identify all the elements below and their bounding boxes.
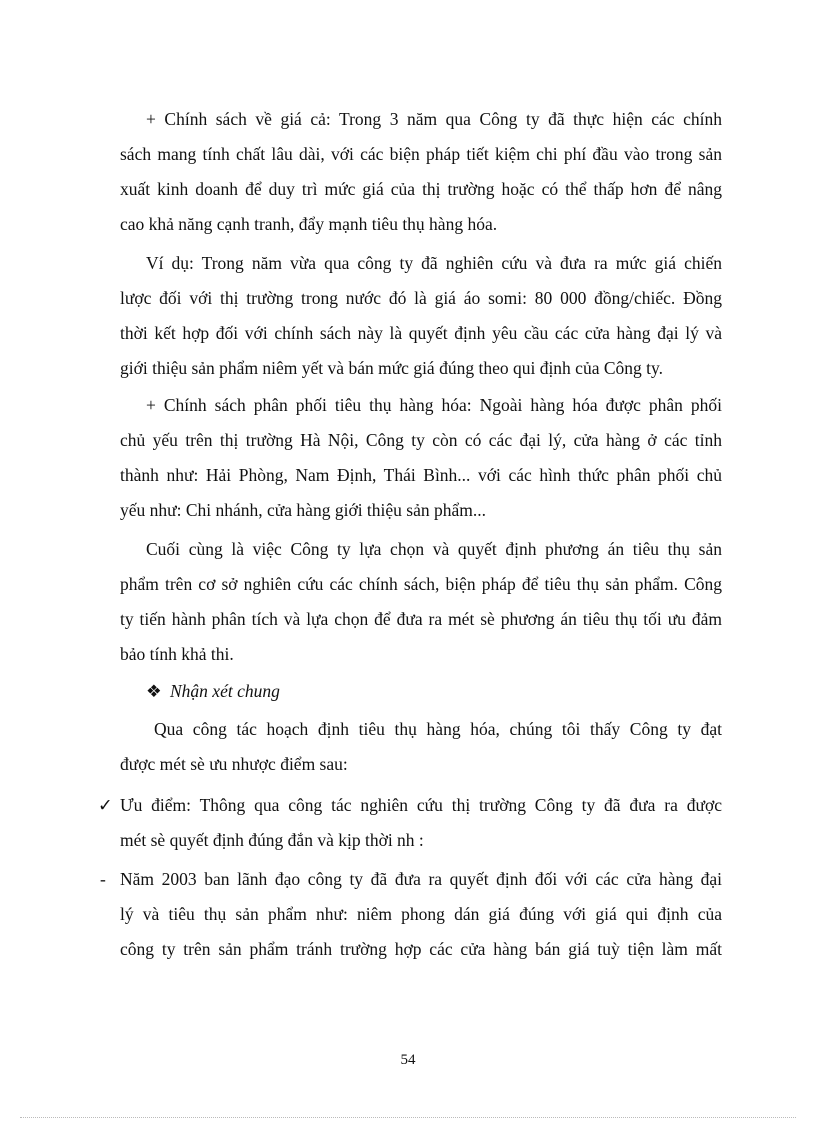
footer-divider xyxy=(20,1117,796,1118)
text-line: + Chính sách về giá cả: Trong 3 năm qua Công ty đã thực hiện các chính xyxy=(146,109,722,129)
text-line: công ty trên sản phẩm tránh trường hợp các cửa hàng bán giá tuỳ tiện làm mất xyxy=(120,939,722,959)
text-line: phẩm trên cơ sở nghiên cứu các chính sách, biện pháp để tiêu thụ sản phẩm. Công xyxy=(120,574,722,594)
text-line: thời kết hợp đối với chính sách này là quyết định yêu cầu các cửa hàng đại lý và xyxy=(120,323,722,343)
checkmark-icon: ✓ xyxy=(98,795,113,815)
text-line: giới thiệu sản phẩm niêm yết và bán mức giá đúng theo qui định của Công ty. xyxy=(120,358,663,378)
text-line: ty tiến hành phân tích và lựa chọn để đưa ra mét sè phương án tiêu thụ tối ưu đảm xyxy=(120,609,722,629)
text-line: xuất kinh doanh để duy trì mức giá của thị trường hoặc có thể thấp hơn để nâng xyxy=(120,179,722,199)
text-line: Ưu điểm: Thông qua công tác nghiên cứu thị trường Công ty đã đưa ra được xyxy=(120,795,722,815)
text-line: lược đối với thị trường trong nước đó là giá áo somi: 80 000 đồng/chiếc. Đồng xyxy=(120,288,722,308)
section-heading-text: Nhận xét chung xyxy=(170,681,280,701)
text-line: yếu như: Chi nhánh, cửa hàng giới thiệu sản phẩm... xyxy=(120,500,487,520)
text-line: Ví dụ: Trong năm vừa qua công ty đã nghiên cứu và đưa ra mức giá chiến xyxy=(146,253,722,273)
text-line: bảo tính khả thi. xyxy=(120,644,234,664)
paragraph-distribution-policy xyxy=(120,388,722,528)
text-line: Năm 2003 ban lãnh đạo công ty đã đưa ra quyết định đối với các cửa hàng đại xyxy=(120,869,722,889)
paragraph-selection xyxy=(120,532,722,672)
text-line: Cuối cùng là việc Công ty lựa chọn và quyết định phương án tiêu thụ sản xyxy=(146,539,722,559)
text-line: lý và tiêu thụ sản phẩm như: niêm phong dán giá đúng với giá qui định của xyxy=(120,904,722,924)
diamond-bullet-icon: ❖ xyxy=(146,681,162,701)
section-heading xyxy=(146,676,280,706)
text-line: Qua công tác hoạch định tiêu thụ hàng hóa, chúng tôi thấy Công ty đạt xyxy=(154,719,722,739)
text-line: cao khả năng cạnh tranh, đẩy mạnh tiêu thụ hàng hóa. xyxy=(120,214,498,234)
page-number: 54 xyxy=(400,1052,416,1068)
paragraph-pricing-policy xyxy=(120,102,722,242)
dash-bullet-icon: - xyxy=(100,869,106,889)
text-line: mét sè quyết định đúng đắn và kịp thời nh : xyxy=(120,830,424,850)
paragraph-example xyxy=(120,246,722,386)
text-line: được mét sè ưu nhược điểm sau: xyxy=(120,754,348,774)
paragraph-intro xyxy=(120,712,722,782)
text-line: thành như: Hải Phòng, Nam Định, Thái Bình... với các hình thức phân phối chủ xyxy=(120,465,722,485)
text-line: + Chính sách phân phối tiêu thụ hàng hóa: Ngoài hàng hóa được phân phối xyxy=(146,395,722,415)
text-line: chủ yếu trên thị trường Hà Nội, Công ty còn có các đại lý, cửa hàng ở các tỉnh xyxy=(120,430,722,450)
list-item-2003 xyxy=(120,862,722,967)
list-item-advantage xyxy=(120,788,722,858)
text-line: sách mang tính chất lâu dài, với các biện pháp tiết kiệm chi phí đầu vào trong sản xyxy=(120,144,722,164)
